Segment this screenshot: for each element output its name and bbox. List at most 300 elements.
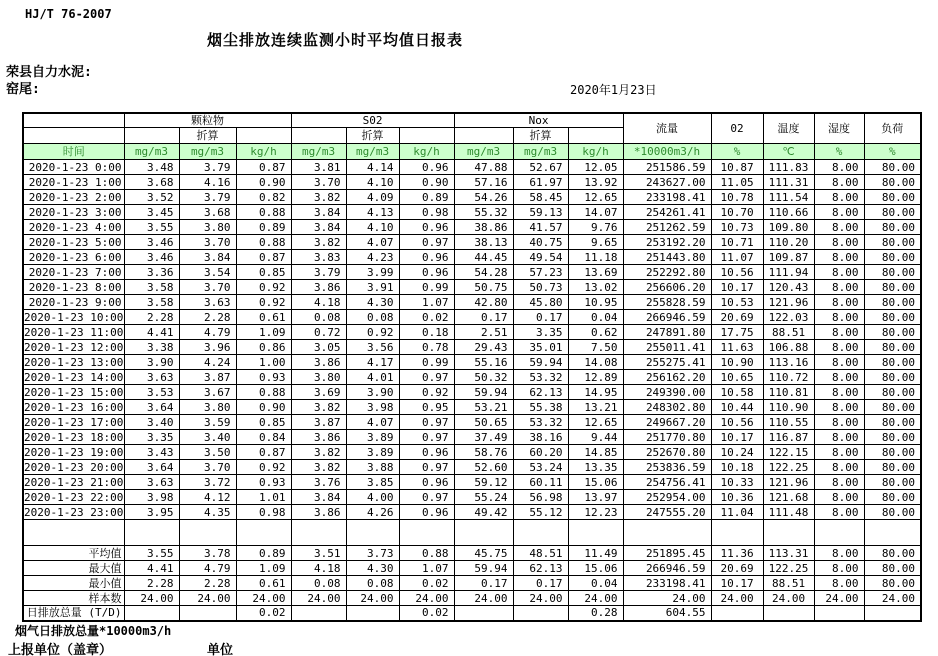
- blank-cell: [454, 520, 513, 546]
- cell: 80.00: [864, 220, 921, 235]
- cell: 3.56: [346, 340, 399, 355]
- corner-cell: [23, 113, 124, 128]
- cell: 8.00: [814, 430, 864, 445]
- blank-cell: [399, 520, 454, 546]
- time-cell: 2020-1-23 5:00: [23, 235, 124, 250]
- time-cell: 2020-1-23 23:00: [24, 505, 124, 519]
- cell: 55.16: [454, 355, 513, 370]
- cell: 3.70: [291, 175, 346, 190]
- cell: 58.76: [454, 445, 513, 460]
- cell: 0.97: [399, 415, 454, 430]
- cell: 80.00: [864, 505, 921, 520]
- unit-percent: %: [814, 144, 864, 160]
- time-cell: 2020-1-23 17:00: [24, 415, 124, 429]
- time-cell: 2020-1-23 16:00: [24, 400, 124, 414]
- cell: 10.36: [711, 490, 763, 505]
- cell: 3.53: [124, 385, 179, 400]
- cell: 8.00: [814, 576, 864, 591]
- cell: 4.13: [346, 205, 399, 220]
- unit-mgm3: mg/m3: [346, 144, 399, 160]
- cell: [179, 606, 236, 621]
- cell: 0.99: [399, 280, 454, 295]
- cell: 247891.80: [623, 325, 711, 340]
- blank-cell: [763, 520, 814, 546]
- cell: 121.68: [763, 490, 814, 505]
- cell: 10.17: [711, 576, 763, 591]
- blank-cell: [568, 520, 623, 546]
- blank-cell: [291, 128, 346, 144]
- cell: 0.18: [399, 325, 454, 340]
- conv-header-pm: 折算: [179, 128, 236, 144]
- cell: 13.02: [568, 280, 623, 295]
- cell: 0.97: [399, 490, 454, 505]
- cell: 80.00: [864, 205, 921, 220]
- cell: 251262.59: [623, 220, 711, 235]
- cell: 10.17: [711, 280, 763, 295]
- cell: 3.64: [124, 460, 179, 475]
- cell: 57.16: [454, 175, 513, 190]
- hour-row: [23, 310, 921, 325]
- blank-cell: [623, 520, 711, 546]
- cell: 80.00: [864, 475, 921, 490]
- cell: 4.30: [346, 295, 399, 310]
- cell: 14.85: [568, 445, 623, 460]
- cell: 3.84: [291, 220, 346, 235]
- cell: 0.92: [236, 460, 291, 475]
- time-cell: 2020-1-23 3:00: [23, 205, 124, 220]
- cell: 12.65: [568, 190, 623, 205]
- cell: 0.93: [236, 475, 291, 490]
- cell: 80.00: [864, 415, 921, 430]
- summary-row: [23, 576, 921, 591]
- cell: 49.54: [513, 250, 568, 265]
- cell: 3.46: [124, 235, 179, 250]
- cell: 4.30: [346, 561, 399, 576]
- cell: 0.96: [399, 220, 454, 235]
- cell: 59.12: [454, 475, 513, 490]
- cell: 10.95: [568, 295, 623, 310]
- cell: 8.00: [814, 265, 864, 280]
- cell: 3.51: [291, 546, 346, 561]
- cell: 11.36: [711, 546, 763, 561]
- cell: 3.40: [124, 415, 179, 430]
- unit-mgm3: mg/m3: [291, 144, 346, 160]
- cell: 255011.41: [623, 340, 711, 355]
- cell: 13.92: [568, 175, 623, 190]
- cell: 116.87: [763, 430, 814, 445]
- cell: 60.11: [513, 475, 568, 490]
- cell: 24.00: [763, 591, 814, 606]
- cell: 4.26: [346, 505, 399, 520]
- cell: 8.00: [814, 340, 864, 355]
- hour-row: [23, 340, 921, 355]
- cell: 4.17: [346, 355, 399, 370]
- cell: 38.86: [454, 220, 513, 235]
- cell: 52.67: [513, 160, 568, 175]
- cell: 251895.45: [623, 546, 711, 561]
- summary-row: [23, 561, 921, 576]
- cell: [454, 606, 513, 621]
- cell: 8.00: [814, 415, 864, 430]
- cell: 0.98: [236, 505, 291, 520]
- cell: 24.00: [513, 591, 568, 606]
- cell: 8.00: [814, 355, 864, 370]
- cell: 4.18: [291, 295, 346, 310]
- cell: 3.55: [124, 546, 179, 561]
- cell: 0.04: [568, 310, 623, 325]
- cell: [124, 606, 179, 621]
- cell: 3.84: [291, 490, 346, 505]
- cell: 110.55: [763, 415, 814, 430]
- unit-mgm3: mg/m3: [513, 144, 568, 160]
- cell: 57.23: [513, 265, 568, 280]
- cell: 0.04: [568, 576, 623, 591]
- cell: 4.14: [346, 160, 399, 175]
- cell: 10.56: [711, 415, 763, 430]
- cell: 249667.20: [623, 415, 711, 430]
- unit-kgh: kg/h: [568, 144, 623, 160]
- cell: 8.00: [814, 250, 864, 265]
- cell: 122.25: [763, 460, 814, 475]
- cell: 3.70: [179, 280, 236, 295]
- cell: 3.50: [179, 445, 236, 460]
- cell: 13.35: [568, 460, 623, 475]
- cell: 14.07: [568, 205, 623, 220]
- time-cell: 2020-1-23 4:00: [23, 220, 124, 235]
- hour-row: [23, 280, 921, 295]
- cell: 80.00: [864, 280, 921, 295]
- cell: 3.99: [346, 265, 399, 280]
- cell: 1.01: [236, 490, 291, 505]
- cell: 9.44: [568, 430, 623, 445]
- time-cell: 2020-1-23 6:00: [23, 250, 124, 265]
- cell: 0.88: [236, 385, 291, 400]
- cell: 37.49: [454, 430, 513, 445]
- cell: 8.00: [814, 490, 864, 505]
- cell: 41.57: [513, 220, 568, 235]
- hour-row: [23, 295, 921, 310]
- hour-row: [23, 475, 921, 490]
- cell: 0.95: [399, 400, 454, 415]
- cell: 61.97: [513, 175, 568, 190]
- blank-cell: [236, 520, 291, 546]
- cell: [763, 606, 814, 621]
- cell: 1.09: [236, 561, 291, 576]
- hour-row: [23, 250, 921, 265]
- cell: 40.75: [513, 235, 568, 250]
- cell: 0.93: [236, 370, 291, 385]
- cell: 3.98: [346, 400, 399, 415]
- cell: 0.82: [236, 190, 291, 205]
- unit-flow: *10000m3/h: [623, 144, 711, 160]
- cell: 106.88: [763, 340, 814, 355]
- cell: 0.02: [399, 606, 454, 621]
- cell: 3.52: [124, 190, 179, 205]
- cell: 88.51: [763, 325, 814, 340]
- cell: 8.00: [814, 445, 864, 460]
- cell: 24.00: [814, 591, 864, 606]
- cell: 233198.41: [623, 576, 711, 591]
- cell: 59.13: [513, 205, 568, 220]
- cell: 52.60: [454, 460, 513, 475]
- cell: 45.80: [513, 295, 568, 310]
- cell: 0.86: [236, 340, 291, 355]
- blank-cell: [179, 520, 236, 546]
- cell: 8.00: [814, 235, 864, 250]
- cell: 11.04: [711, 505, 763, 520]
- cell: 3.68: [124, 175, 179, 190]
- cell: 56.98: [513, 490, 568, 505]
- hour-row: [23, 490, 921, 505]
- cell: 4.79: [179, 325, 236, 340]
- cell: 0.92: [236, 280, 291, 295]
- time-column-header: 时间: [23, 144, 124, 160]
- hour-row: [23, 460, 921, 475]
- cell: 10.58: [711, 385, 763, 400]
- header-units-row: [23, 144, 921, 160]
- blank-cell: [346, 520, 399, 546]
- cell: 4.09: [346, 190, 399, 205]
- cell: 0.78: [399, 340, 454, 355]
- cell: 0.92: [236, 295, 291, 310]
- cell: 0.97: [399, 235, 454, 250]
- cell: [864, 606, 921, 621]
- cell: 8.00: [814, 280, 864, 295]
- cell: 0.89: [399, 190, 454, 205]
- cell: 3.79: [179, 190, 236, 205]
- cell: [346, 606, 399, 621]
- cell: 50.65: [454, 415, 513, 430]
- cell: 80.00: [864, 546, 921, 561]
- blank-cell: [568, 128, 623, 144]
- col-header-humidity: 湿度: [814, 113, 864, 144]
- cell: 3.89: [346, 430, 399, 445]
- cell: 10.73: [711, 220, 763, 235]
- cell: 80.00: [864, 235, 921, 250]
- cell: 80.00: [864, 445, 921, 460]
- cell: 3.78: [179, 546, 236, 561]
- cell: 0.02: [399, 310, 454, 325]
- time-cell: 2020-1-23 2:00: [23, 190, 124, 205]
- cell: 0.88: [236, 205, 291, 220]
- cell: 254261.41: [623, 205, 711, 220]
- summary-label: 样本数: [23, 591, 124, 606]
- cell: 0.99: [399, 355, 454, 370]
- cell: 50.73: [513, 280, 568, 295]
- cell: 80.00: [864, 576, 921, 591]
- cell: 4.18: [291, 561, 346, 576]
- cell: 0.96: [399, 160, 454, 175]
- cell: 3.86: [291, 430, 346, 445]
- cell: 8.00: [814, 160, 864, 175]
- cell: 3.63: [124, 475, 179, 490]
- cell: 3.80: [291, 370, 346, 385]
- cell: 121.96: [763, 475, 814, 490]
- time-cell: 2020-1-23 19:00: [24, 445, 124, 459]
- cell: 0.96: [399, 505, 454, 520]
- cell: 0.92: [346, 325, 399, 340]
- cell: 80.00: [864, 460, 921, 475]
- cell: 80.00: [864, 295, 921, 310]
- hour-row: [23, 430, 921, 445]
- cell: 3.55: [124, 220, 179, 235]
- cell: 11.07: [711, 250, 763, 265]
- summary-row: [23, 591, 921, 606]
- cell: 3.86: [291, 505, 346, 520]
- cell: 10.65: [711, 370, 763, 385]
- cell: 10.56: [711, 265, 763, 280]
- cell: 4.07: [346, 415, 399, 430]
- cell: 0.62: [568, 325, 623, 340]
- time-cell: 2020-1-23 20:00: [24, 460, 124, 474]
- cell: 24.00: [623, 591, 711, 606]
- cell: 8.00: [814, 400, 864, 415]
- cell: 8.00: [814, 295, 864, 310]
- cell: 4.23: [346, 250, 399, 265]
- cell: 252670.80: [623, 445, 711, 460]
- cell: 55.12: [513, 505, 568, 520]
- cell: 47.88: [454, 160, 513, 175]
- cell: 3.80: [179, 220, 236, 235]
- cell: 2.28: [179, 576, 236, 591]
- hour-row: [23, 505, 921, 520]
- hour-row: [23, 205, 921, 220]
- cell: 0.97: [399, 370, 454, 385]
- cell: 252292.80: [623, 265, 711, 280]
- blank-cell: [23, 520, 124, 546]
- blank-cell: [864, 520, 921, 546]
- cell: 1.07: [399, 295, 454, 310]
- time-cell: 2020-1-23 7:00: [23, 265, 124, 280]
- cell: 3.80: [179, 400, 236, 415]
- cell: 3.96: [179, 340, 236, 355]
- cell: 0.08: [291, 576, 346, 591]
- cell: 0.96: [399, 250, 454, 265]
- cell: 38.16: [513, 430, 568, 445]
- blank-cell: [399, 128, 454, 144]
- cell: 8.00: [814, 190, 864, 205]
- time-cell: 2020-1-23 11:00: [24, 325, 124, 339]
- cell: 53.24: [513, 460, 568, 475]
- cell: 8.00: [814, 310, 864, 325]
- cell: 9.76: [568, 220, 623, 235]
- cell: 3.46: [124, 250, 179, 265]
- cell: 24.00: [711, 591, 763, 606]
- cell: 3.54: [179, 265, 236, 280]
- cell: 111.54: [763, 190, 814, 205]
- hour-row: [23, 175, 921, 190]
- cell: 10.70: [711, 205, 763, 220]
- time-cell: 2020-1-23 13:00: [24, 355, 124, 369]
- total-label-text: 日排放总量 (T/D): [26, 605, 122, 619]
- cell: 249390.00: [623, 385, 711, 400]
- cell: 266946.59: [623, 561, 711, 576]
- summary-label: 平均值: [23, 546, 124, 561]
- cell: 8.00: [814, 385, 864, 400]
- cell: 12.65: [568, 415, 623, 430]
- cell: 3.63: [179, 295, 236, 310]
- unit-kgh: kg/h: [236, 144, 291, 160]
- cell: 256606.20: [623, 280, 711, 295]
- time-cell: 2020-1-23 9:00: [23, 295, 124, 310]
- cell: 604.55: [623, 606, 711, 621]
- cell: 80.00: [864, 400, 921, 415]
- cell: 0.98: [399, 205, 454, 220]
- cell: 3.84: [291, 205, 346, 220]
- cell: 3.73: [346, 546, 399, 561]
- cell: 3.70: [179, 235, 236, 250]
- standard-ref: HJ/T 76-2007: [25, 7, 112, 21]
- cell: 0.08: [346, 576, 399, 591]
- cell: 110.72: [763, 370, 814, 385]
- hour-row: [23, 385, 921, 400]
- cell: 8.00: [814, 325, 864, 340]
- cell: 0.90: [236, 400, 291, 415]
- blank-cell: [513, 520, 568, 546]
- cell: 24.00: [568, 591, 623, 606]
- cell: 80.00: [864, 325, 921, 340]
- cell: 11.49: [568, 546, 623, 561]
- page-title: 烟尘排放连续监测小时平均值日报表: [207, 31, 464, 49]
- cell: 0.84: [236, 430, 291, 445]
- cell: 2.28: [124, 576, 179, 591]
- cell: 3.05: [291, 340, 346, 355]
- cell: 3.76: [291, 475, 346, 490]
- cell: 62.13: [513, 561, 568, 576]
- blank-cell: [124, 128, 179, 144]
- cell: 3.85: [346, 475, 399, 490]
- cell: 10.78: [711, 190, 763, 205]
- unit-label: 单位: [207, 643, 234, 656]
- cell: 10.24: [711, 445, 763, 460]
- cell: 0.85: [236, 265, 291, 280]
- cell: 248302.80: [623, 400, 711, 415]
- cell: 3.64: [124, 400, 179, 415]
- cell: 0.87: [236, 250, 291, 265]
- unit-mgm3: mg/m3: [124, 144, 179, 160]
- cell: 80.00: [864, 340, 921, 355]
- cell: 3.84: [179, 250, 236, 265]
- summary-label: 最小值: [23, 576, 124, 591]
- cell: 110.20: [763, 235, 814, 250]
- cell: 109.80: [763, 220, 814, 235]
- cell: 4.10: [346, 220, 399, 235]
- cell: 3.70: [179, 460, 236, 475]
- cell: 254756.41: [623, 475, 711, 490]
- cell: 0.02: [399, 576, 454, 591]
- cell: 10.33: [711, 475, 763, 490]
- cell: 122.15: [763, 445, 814, 460]
- cell: 247555.20: [623, 505, 711, 520]
- cell: 243627.00: [623, 175, 711, 190]
- hour-row: [23, 400, 921, 415]
- cell: 11.63: [711, 340, 763, 355]
- report-unit-label: 上报单位（盖章）: [8, 643, 113, 656]
- cell: 4.12: [179, 490, 236, 505]
- conv-header-nox: 折算: [513, 128, 568, 144]
- cell: 3.58: [124, 280, 179, 295]
- cell: 59.94: [454, 385, 513, 400]
- cell: 0.08: [346, 310, 399, 325]
- cell: [291, 606, 346, 621]
- cell: 3.98: [124, 490, 179, 505]
- cell: 0.97: [399, 430, 454, 445]
- cell: 8.00: [814, 561, 864, 576]
- cell: 3.38: [124, 340, 179, 355]
- cell: 3.95: [124, 505, 179, 520]
- hour-row: [23, 370, 921, 385]
- cell: 111.48: [763, 505, 814, 520]
